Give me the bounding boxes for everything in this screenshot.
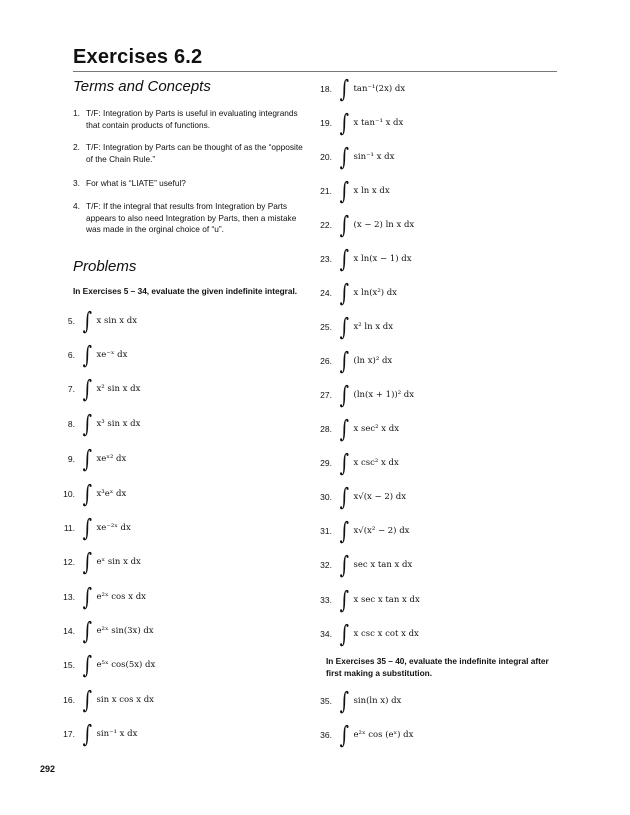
problem-item xyxy=(312,518,409,544)
integral-sign-icon: ∫ xyxy=(339,211,349,239)
problem-expression: x ln(x − 1) dx xyxy=(353,254,412,264)
problem-number: 28. xyxy=(320,424,332,434)
integral-sign-icon: ∫ xyxy=(82,617,92,645)
problem-item xyxy=(312,212,414,238)
integral-sign-icon: ∫ xyxy=(82,307,92,335)
problem-number: 23. xyxy=(320,254,332,264)
problem-item xyxy=(312,722,413,748)
problem-number: 29. xyxy=(320,458,332,468)
problem-expression: tan⁻¹(2x) dx xyxy=(353,84,406,94)
integral-sign-icon: ∫ xyxy=(339,75,349,103)
page-number: 292 xyxy=(40,764,56,774)
problem-number: 26. xyxy=(320,356,332,366)
problem-expression: (ln x)² dx xyxy=(353,356,393,366)
problem-item xyxy=(312,348,392,374)
integral-sign-icon: ∫ xyxy=(339,620,349,648)
problem-number: 7. xyxy=(67,384,75,394)
integral-sign-icon: ∫ xyxy=(82,720,92,748)
problem-expression: xe⁻²ˣ dx xyxy=(96,523,131,533)
integral-sign-icon: ∫ xyxy=(82,651,92,679)
problem-expression: x csc x cot x dx xyxy=(353,629,419,639)
problem-item xyxy=(55,446,126,472)
integral-sign-icon: ∫ xyxy=(339,143,349,171)
integral-sign-icon: ∫ xyxy=(339,245,349,273)
problem-number: 24. xyxy=(320,288,332,298)
integral-sign-icon: ∫ xyxy=(82,375,92,403)
problem-item xyxy=(55,342,127,368)
integral-sign-icon: ∫ xyxy=(339,415,349,443)
concept-number: 1. xyxy=(73,108,80,118)
concept-number: 2. xyxy=(73,142,80,152)
problem-number: 15. xyxy=(63,660,75,670)
problem-number: 9. xyxy=(67,454,75,464)
problem-item xyxy=(312,688,401,714)
problem-expression: x² ln x dx xyxy=(353,322,394,332)
problem-number: 21. xyxy=(320,186,332,196)
problem-number: 30. xyxy=(320,492,332,502)
problem-expression: e²ˣ sin(3x) dx xyxy=(96,626,154,636)
title-rule xyxy=(73,71,557,72)
problem-item xyxy=(55,481,126,507)
integral-sign-icon: ∫ xyxy=(339,279,349,307)
problem-expression: xeˣ² dx xyxy=(96,454,127,464)
problem-item xyxy=(55,584,146,610)
problem-expression: x sec x tan x dx xyxy=(353,595,420,605)
terms-heading: Terms and Concepts xyxy=(73,78,211,95)
integral-sign-icon: ∫ xyxy=(339,687,349,715)
integral-sign-icon: ∫ xyxy=(82,514,92,542)
integral-sign-icon: ∫ xyxy=(339,483,349,511)
problem-expression: sec x tan x dx xyxy=(353,560,413,570)
concept-item xyxy=(73,108,305,131)
concept-item xyxy=(73,201,305,236)
problem-number: 5. xyxy=(67,316,75,326)
problem-number: 18. xyxy=(320,84,332,94)
problem-item xyxy=(312,416,399,442)
problem-item xyxy=(312,76,405,102)
problem-number: 12. xyxy=(63,557,75,567)
problem-number: 20. xyxy=(320,152,332,162)
problem-expression: x³eˣ dx xyxy=(96,489,127,499)
integral-sign-icon: ∫ xyxy=(339,517,349,545)
problem-number: 19. xyxy=(320,118,332,128)
integral-sign-icon: ∫ xyxy=(339,381,349,409)
problem-number: 25. xyxy=(320,322,332,332)
problem-item xyxy=(55,549,141,575)
problem-expression: sin⁻¹ x dx xyxy=(353,152,395,162)
integral-sign-icon: ∫ xyxy=(339,177,349,205)
integral-sign-icon: ∫ xyxy=(82,686,92,714)
problem-expression: x sec² x dx xyxy=(353,424,400,434)
problem-expression: (x − 2) ln x dx xyxy=(353,220,415,230)
problem-expression: x csc² x dx xyxy=(353,458,399,468)
problem-expression: xe⁻ˣ dx xyxy=(96,350,128,360)
concept-text: T/F: Integration by Parts can be thought of as the “opposite of the Chain Rule.” xyxy=(86,142,303,164)
problem-item xyxy=(55,376,140,402)
problem-number: 17. xyxy=(63,729,75,739)
problem-number: 22. xyxy=(320,220,332,230)
integral-sign-icon: ∫ xyxy=(339,347,349,375)
problems-heading: Problems xyxy=(73,258,137,275)
problem-expression: x³ sin x dx xyxy=(96,419,141,429)
problem-expression: e²ˣ cos x dx xyxy=(96,592,146,602)
problem-number: 11. xyxy=(63,523,75,533)
problem-expression: x² sin x dx xyxy=(96,384,141,394)
problem-item xyxy=(55,618,154,644)
problem-item xyxy=(312,621,419,647)
problem-item xyxy=(312,178,390,204)
problem-number: 8. xyxy=(67,419,75,429)
problem-number: 31. xyxy=(320,526,332,536)
problem-item xyxy=(312,314,393,340)
concept-number: 3. xyxy=(73,178,80,188)
integral-sign-icon: ∫ xyxy=(339,109,349,137)
problem-item xyxy=(312,587,420,613)
problem-expression: x ln(x²) dx xyxy=(353,288,397,298)
problem-number: 10. xyxy=(63,489,75,499)
integral-sign-icon: ∫ xyxy=(82,548,92,576)
problem-expression: sin(ln x) dx xyxy=(353,696,402,706)
problem-number: 35. xyxy=(320,696,332,706)
integral-sign-icon: ∫ xyxy=(82,480,92,508)
problem-number: 14. xyxy=(63,626,75,636)
problem-item xyxy=(55,411,140,437)
problem-number: 32. xyxy=(320,560,332,570)
integral-sign-icon: ∫ xyxy=(339,721,349,749)
problem-number: 6. xyxy=(67,350,75,360)
concept-item xyxy=(73,178,305,190)
problem-expression: e²ˣ cos (eˣ) dx xyxy=(353,730,414,740)
problem-item xyxy=(312,382,414,408)
problem-item xyxy=(55,308,137,334)
problem-item xyxy=(312,144,394,170)
problem-expression: sin x cos x dx xyxy=(96,695,154,705)
problem-expression: x sin x dx xyxy=(96,316,137,326)
problem-item xyxy=(312,450,399,476)
problem-expression: x ln x dx xyxy=(353,186,390,196)
problem-expression: x√(x − 2) dx xyxy=(353,492,407,502)
problem-item xyxy=(312,280,397,306)
integral-sign-icon: ∫ xyxy=(82,341,92,369)
concept-item xyxy=(73,142,305,165)
problem-expression: x tan⁻¹ x dx xyxy=(353,118,404,128)
problem-item xyxy=(312,246,412,272)
problem-item xyxy=(312,110,403,136)
problem-number: 34. xyxy=(320,629,332,639)
concept-text: T/F: If the integral that results from Integration by Parts appears to also need Integration by Parts, then a mistake was made in the orginal choice of “u”. xyxy=(86,201,297,235)
integral-sign-icon: ∫ xyxy=(339,313,349,341)
page-title: Exercises 6.2 xyxy=(73,46,203,68)
problem-item xyxy=(55,515,131,541)
problem-number: 13. xyxy=(63,592,75,602)
concept-number: 4. xyxy=(73,201,80,211)
instruction-text: In Exercises 35 – 40, evaluate the indefinite integral after first making a substitution. xyxy=(326,656,549,678)
integral-sign-icon: ∫ xyxy=(339,449,349,477)
problem-expression: (ln(x + 1))² dx xyxy=(353,390,415,400)
problem-number: 16. xyxy=(63,695,75,705)
concept-text: For what is “LIATE” useful? xyxy=(86,178,186,188)
problem-expression: e⁵ˣ cos(5x) dx xyxy=(96,660,156,670)
problem-item xyxy=(312,484,406,510)
problem-number: 36. xyxy=(320,730,332,740)
problem-item xyxy=(55,652,155,678)
instruction-text: In Exercises 5 – 34, evaluate the given indefinite integral. xyxy=(73,286,298,296)
integral-sign-icon: ∫ xyxy=(82,445,92,473)
problem-expression: sin⁻¹ x dx xyxy=(96,729,138,739)
problem-number: 27. xyxy=(320,390,332,400)
integral-sign-icon: ∫ xyxy=(339,551,349,579)
integral-sign-icon: ∫ xyxy=(339,586,349,614)
problem-item xyxy=(55,721,137,747)
problem-item xyxy=(312,552,412,578)
problem-expression: x√(x² − 2) dx xyxy=(353,526,410,536)
problem-number: 33. xyxy=(320,595,332,605)
problem-item xyxy=(55,687,154,713)
concept-text: T/F: Integration by Parts is useful in evaluating integrands that contain products of functions. xyxy=(86,108,298,130)
integral-sign-icon: ∫ xyxy=(82,583,92,611)
integral-sign-icon: ∫ xyxy=(82,410,92,438)
problem-expression: eˣ sin x dx xyxy=(96,557,141,567)
